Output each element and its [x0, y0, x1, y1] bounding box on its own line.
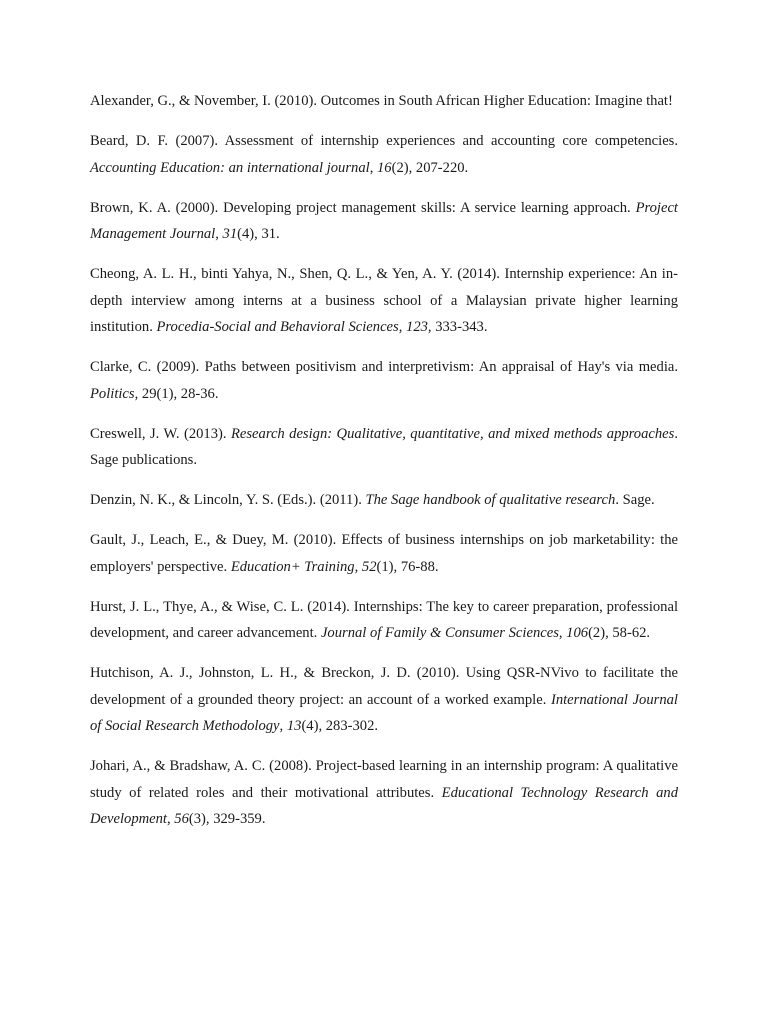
reference-text-segment: (2), 58-62.	[588, 625, 651, 641]
reference-italic-segment: 16	[376, 159, 392, 176]
reference-text-segment: Beard, D. F. (2007). Assessment of internship experiences and accounting core competencies.	[90, 133, 678, 149]
reference-entry	[90, 421, 678, 474]
reference-text-segment: ,	[369, 159, 377, 176]
reference-italic-segment: 56	[174, 811, 189, 827]
reference-text-segment: ,	[279, 718, 287, 734]
reference-entry	[90, 88, 678, 115]
reference-text-segment: Alexander, G., & November, I. (2010). Outcomes in South African Higher Education: Imagine that!	[90, 93, 673, 109]
reference-text-segment: Johari, A., & Bradshaw, A. C. (2008). Project-based learning in an internship program: A qualitative study of related roles and their motivational attributes.	[90, 758, 678, 801]
reference-text-segment: Creswell, J. W. (2013).	[90, 425, 231, 442]
reference-text-segment: Clarke, C. (2009). Paths between positivism and interpretivism: An appraisal of Hay's via media.	[90, 359, 678, 375]
reference-text-segment: , 29(1), 28-36.	[134, 385, 219, 402]
reference-italic-segment: Politics	[90, 385, 135, 402]
reference-text-segment: . Sage publications.	[90, 425, 678, 468]
reference-text-segment: . Sage.	[615, 492, 655, 508]
reference-italic-segment: 106	[566, 625, 589, 641]
reference-italic-segment: Project Management Journal	[90, 199, 678, 242]
reference-text-segment: , 333-343.	[427, 319, 488, 335]
reference-text-segment: ,	[167, 811, 175, 827]
reference-italic-segment: Educational Technology Research and Development	[90, 784, 678, 827]
reference-text-segment: (4), 31.	[237, 226, 280, 242]
reference-entry	[90, 128, 678, 181]
reference-italic-segment: 52	[361, 558, 377, 575]
reference-entry	[90, 195, 678, 248]
reference-text-segment: Hurst, J. L., Thye, A., & Wise, C. L. (2014). Internships: The key to career preparation, professional development, and career advancement.	[90, 598, 678, 641]
reference-text-segment: (1), 76-88.	[376, 558, 439, 575]
reference-entry	[90, 527, 678, 580]
reference-text-segment: Cheong, A. L. H., binti Yahya, N., Shen, Q. L., & Yen, A. Y. (2014). Internship experience: An in-depth interview among interns at a business school of a Malaysian private higher learning institution.	[90, 266, 678, 335]
reference-entry	[90, 354, 678, 407]
reference-text-segment: (3), 329-359.	[188, 811, 266, 827]
reference-italic-segment: The Sage handbook of qualitative research	[365, 492, 616, 508]
reference-italic-segment: 31	[222, 226, 238, 242]
reference-italic-segment: International Journal of Social Research Methodology	[90, 691, 678, 734]
reference-italic-segment: Education+ Training	[230, 558, 355, 575]
reference-italic-segment: 13	[286, 718, 302, 734]
reference-text-segment: (4), 283-302.	[301, 718, 379, 734]
reference-text-segment: ,	[354, 558, 362, 575]
reference-entry	[90, 261, 678, 341]
reference-italic-segment: Research design: Qualitative, quantitative, and mixed methods approaches	[230, 425, 675, 442]
reference-entry	[90, 594, 678, 647]
reference-entry	[90, 660, 678, 740]
reference-entry	[90, 487, 678, 514]
reference-italic-segment: Accounting Education: an international journal	[90, 159, 370, 176]
reference-text-segment: Denzin, N. K., & Lincoln, Y. S. (Eds.). (2011).	[90, 492, 366, 508]
reference-text-segment: Hutchison, A. J., Johnston, L. H., & Breckon, J. D. (2010). Using QSR-NVivo to facilitate the development of a grounded theory project: an account of a worked example.	[90, 665, 678, 708]
reference-text-segment: Brown, K. A. (2000). Developing project management skills: A service learning approach.	[90, 199, 636, 216]
reference-italic-segment: Procedia-Social and Behavioral Sciences	[156, 319, 399, 335]
reference-entry	[90, 753, 678, 833]
reference-list	[90, 88, 678, 846]
reference-text-segment: ,	[398, 319, 407, 335]
reference-text-segment: ,	[558, 625, 567, 641]
reference-text-segment: Gault, J., Leach, E., & Duey, M. (2010). Effects of business internships on job marketability: the employers' perspective.	[90, 532, 678, 575]
reference-italic-segment: 123	[406, 319, 428, 335]
reference-text-segment: (2), 207-220.	[391, 159, 469, 176]
reference-text-segment: ,	[215, 226, 223, 242]
reference-italic-segment: Journal of Family & Consumer Sciences	[320, 625, 559, 641]
